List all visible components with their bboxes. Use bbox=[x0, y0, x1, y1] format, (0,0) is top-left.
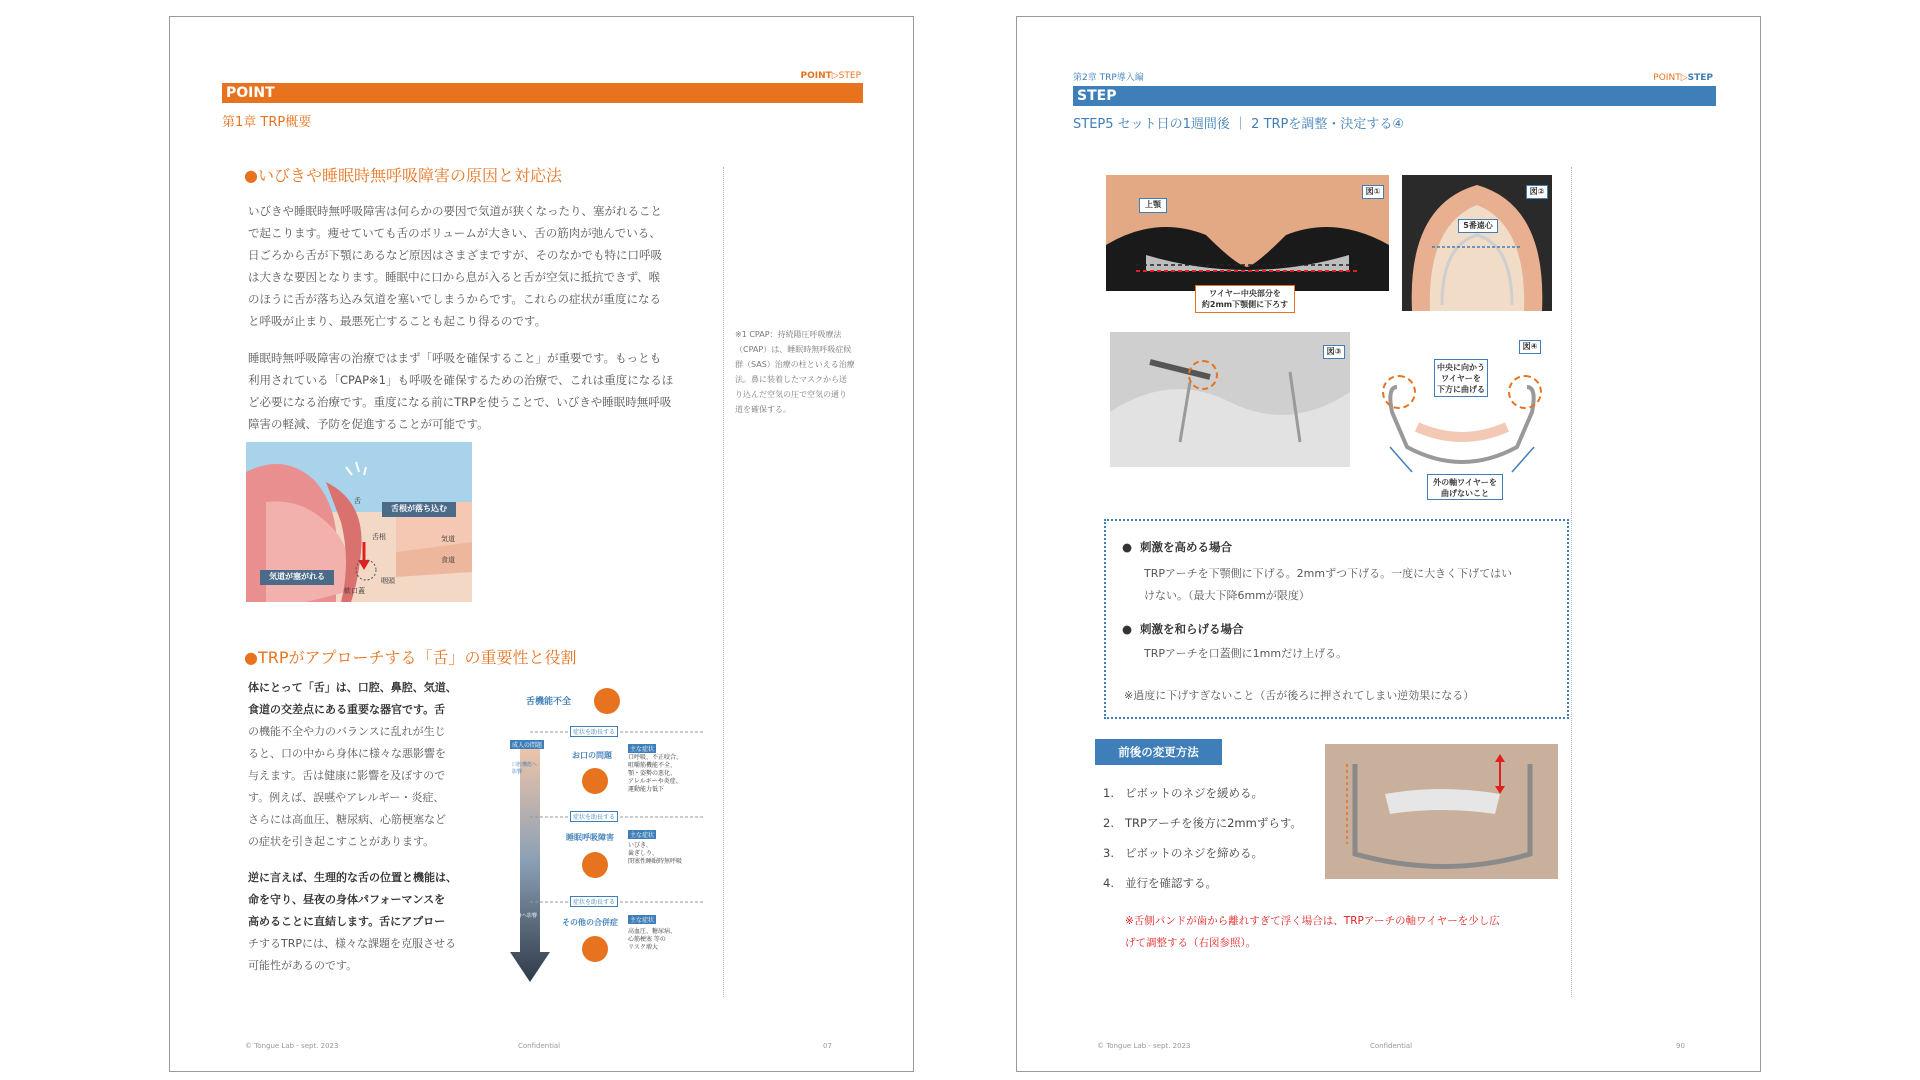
figure3-tag: 図③ bbox=[1323, 345, 1345, 359]
footer-center: Confidential bbox=[1370, 1042, 1413, 1050]
header-tag-sub: ▷STEP bbox=[831, 71, 861, 81]
header-tag bbox=[1653, 73, 1713, 83]
box-note: ※過度に下げすぎないこと（舌が後ろに押されてしまい逆効果になる） bbox=[1124, 689, 1475, 702]
header-chapter: 第2章 TRP導入編 bbox=[1073, 73, 1144, 83]
item1-title-text: 刺激を高める場合 bbox=[1140, 540, 1233, 554]
text-line: けない。（最大下降6mmが限度） bbox=[1144, 589, 1310, 602]
text-line: 逆に言えば、生理的な舌の位置と機能は、 bbox=[248, 871, 457, 884]
stage4-desc bbox=[628, 928, 676, 952]
figure4-caption-bottom bbox=[1427, 474, 1503, 500]
figure4-left-circle bbox=[1382, 375, 1416, 409]
chapter-title: 第1章 TRP概要 bbox=[222, 115, 312, 130]
figure4-caption-top bbox=[1434, 359, 1488, 397]
item2-title: ● 刺激を和らげる場合 bbox=[1122, 622, 1244, 636]
note-line: 群（SAS）治療の柱といえる治療 bbox=[735, 360, 855, 369]
warning-line: げて調整する（右図参照）。 bbox=[1125, 937, 1257, 949]
text-line: 睡眠時無呼吸障害の治療ではまず「呼吸を確保すること」が重要です。もっとも bbox=[248, 351, 662, 365]
item1-title: ● 刺激を高める場合 bbox=[1122, 540, 1233, 554]
note-line: り込んだ空気の圧で空気の通り bbox=[735, 390, 847, 399]
text-line: は大きな要因となります。睡眠中に口から息が入ると舌が空気に抵抗できず、喉 bbox=[248, 270, 661, 284]
stage2-label: お口の問題 bbox=[572, 751, 612, 760]
text-line: 与えます。舌は健康に影響を及ぼすので bbox=[248, 769, 446, 782]
figure1-caption bbox=[1195, 285, 1295, 313]
uvula-label: 舌根 bbox=[372, 533, 386, 541]
note-line: 法。鼻に装着したマスクから送 bbox=[735, 375, 847, 384]
header-tag-main: POINT bbox=[800, 71, 832, 81]
tongue-icon bbox=[594, 688, 620, 714]
text-line: TRPアーチを下顎側に下げる。2mmずつ下げる。一度に大きく下げてはい bbox=[1144, 567, 1513, 580]
text-line: のほうに舌が落ち込み気道を塞いでしまうからです。これらの症状が重度になる bbox=[248, 292, 661, 306]
section1-heading: ●いびきや睡眠時無呼吸障害の原因と対応法 bbox=[244, 166, 562, 185]
header-tag-main: STEP bbox=[1687, 73, 1713, 83]
warning-line: ※舌側パンドが歯から離れすぎて浮く場合は、TRPアーチの軸ワイヤーを少し広 bbox=[1125, 915, 1500, 927]
wire-photo-svg bbox=[1325, 744, 1558, 879]
sleep-icon bbox=[582, 852, 608, 878]
step-subtitle: STEP5 セット日の1週間後 ｜ 2 TRPを調整・決定する④ bbox=[1073, 117, 1405, 132]
footer-center: Confidential bbox=[518, 1042, 561, 1050]
text-line: 日ごろから舌が下顎にあるなど原因はさまざまですが、そのなかでも特に口呼吸 bbox=[248, 248, 662, 262]
soft-palate-label: 軟口蓋 bbox=[344, 587, 365, 595]
text-line: いびきや睡眠時無呼吸障害は何らかの要因で気道が狭くなったり、塞がれること bbox=[248, 204, 662, 218]
stage1-label: 舌機能不全 bbox=[526, 697, 572, 707]
note-line: 道を確保する。 bbox=[735, 405, 791, 414]
caption-line: 曲げないこと bbox=[1441, 489, 1489, 498]
desc-line: 口呼吸、不正咬合、 bbox=[628, 754, 683, 761]
note-line: （CPAP）は、睡眠時無呼吸症候 bbox=[735, 345, 852, 354]
airway-label: 気道 bbox=[441, 535, 455, 543]
figure3-photo bbox=[1110, 332, 1350, 467]
tongue-drop-label: 舌根が落ち込む bbox=[382, 502, 456, 517]
text-line: ど必要になる治療です。重度になる前にTRPを使うことで、いびきや睡眠時無呼吸 bbox=[248, 395, 672, 409]
figure3-svg bbox=[1110, 332, 1350, 467]
text-line: す。例えば、誤嚥やアレルギー・炎症、 bbox=[248, 791, 445, 804]
item1-text bbox=[1144, 563, 1554, 607]
left-page bbox=[169, 16, 914, 1072]
desc-line: 咀嚼筋機能不全、 bbox=[628, 762, 677, 769]
pharynx-label: 咽頭 bbox=[381, 577, 395, 585]
desc-line: いびき、 bbox=[628, 842, 652, 849]
section1-para1 bbox=[248, 200, 698, 332]
section-bar: STEP bbox=[1073, 86, 1716, 106]
caption-line: ワイヤーを bbox=[1441, 374, 1481, 383]
page-number: 07 bbox=[823, 1042, 832, 1050]
text-line: 可能性があるのです。 bbox=[248, 959, 358, 972]
stage3-tag: 主な症状 bbox=[630, 832, 655, 839]
text-line: 命を守り、昼夜の身体パフォーマンスを bbox=[248, 893, 446, 906]
heart-icon bbox=[582, 936, 608, 962]
caption-line: 外の軸ワイヤーを bbox=[1433, 478, 1497, 487]
text-line: チするTRPには、様々な課題を克服させる bbox=[248, 937, 456, 950]
text-line: と呼吸が止まり、最悪死亡することも起こり得るのです。 bbox=[248, 314, 547, 328]
side-label-top: 成人の問題 bbox=[512, 742, 543, 749]
desc-line: リスク増大 bbox=[628, 944, 658, 951]
figure1-upper-label: 上顎 bbox=[1139, 198, 1167, 213]
figure1-tag: 図① bbox=[1362, 185, 1384, 199]
step-number: 2. bbox=[1103, 816, 1114, 830]
caption-line: 下方に曲げる bbox=[1437, 385, 1485, 394]
note-line: ※1 CPAP：持続陽圧呼吸療法 bbox=[735, 330, 842, 339]
side-label-mid: 口腔機能へ影響 bbox=[512, 762, 538, 775]
stage2-desc bbox=[628, 754, 682, 794]
stage3-desc bbox=[628, 842, 682, 866]
esophagus-label: 食道 bbox=[441, 556, 455, 564]
method-step bbox=[1103, 785, 1302, 815]
method-step bbox=[1103, 815, 1302, 845]
footer-left: © Tongue Lab ‐ sept. 2023 bbox=[245, 1042, 339, 1050]
figure2-tag: 図② bbox=[1526, 185, 1548, 199]
step-text: ピボットのネジを締める。 bbox=[1125, 846, 1263, 860]
desc-line: 高血圧、糖尿病、 bbox=[628, 928, 677, 935]
airway-blocked-label: 気道が塞がれる bbox=[260, 570, 334, 585]
caption-line: 中央に向かう bbox=[1437, 363, 1485, 372]
stage2-tag: 主な症状 bbox=[630, 746, 655, 753]
text-line: ると、口の中から身体に様々な悪影響を bbox=[248, 747, 446, 760]
caption-line: 約2mm下顎側に下ろす bbox=[1201, 300, 1289, 309]
figure4-right-circle bbox=[1508, 375, 1542, 409]
page-number: 90 bbox=[1676, 1042, 1685, 1050]
header-tag bbox=[800, 71, 861, 81]
adjustment-box bbox=[1104, 519, 1569, 719]
wire-photo bbox=[1325, 744, 1558, 879]
stage4-label: その他の合併症 bbox=[562, 918, 618, 927]
arrow-label-2: 症状を助長する bbox=[570, 811, 618, 822]
method-step bbox=[1103, 875, 1302, 905]
figure4-tag: 図④ bbox=[1519, 340, 1541, 354]
text-line: さらには高血圧、糖尿病、心筋梗塞など bbox=[248, 813, 446, 826]
section-bar: POINT bbox=[222, 83, 863, 103]
desc-line: 心筋梗塞 等の bbox=[628, 936, 666, 943]
text-line: 利用されている「CPAP※1」も呼吸を確保するための治療で、これは重度になるほ bbox=[248, 373, 674, 387]
section2-heading: ●TRPがアプローチする「舌」の重要性と役割 bbox=[244, 648, 577, 667]
stage3-label: 睡眠呼吸障害 bbox=[566, 833, 614, 842]
method-warning bbox=[1125, 910, 1565, 954]
text-line: 食道の交差点にある重要な器官です。舌 bbox=[248, 703, 446, 716]
column-divider bbox=[723, 167, 724, 997]
figure1-svg bbox=[1106, 175, 1389, 291]
column-divider bbox=[1571, 167, 1572, 997]
footer-left: © Tongue Lab ‐ sept. 2023 bbox=[1097, 1042, 1191, 1050]
figure3-highlight bbox=[1188, 360, 1218, 390]
text-line: の機能不全や力のバランスに乱れが生じ bbox=[248, 725, 446, 738]
section1-para2 bbox=[248, 347, 698, 435]
method-label: 前後の変更方法 bbox=[1095, 739, 1222, 765]
method-step bbox=[1103, 845, 1302, 875]
desc-line: 歯ぎしり、 bbox=[628, 850, 659, 857]
tongue-label: 舌 bbox=[354, 497, 361, 505]
text-line: で起こります。痩せていても舌のボリュームが大きい、舌の筋肉が弛んでいる、 bbox=[248, 226, 661, 240]
text-line: 高めることに直結します。舌にアプロー bbox=[248, 915, 446, 928]
side-label-low: 全身へ影響 bbox=[512, 913, 538, 919]
mouth-icon bbox=[582, 768, 608, 794]
desc-line: アレルギーや炎症、 bbox=[628, 778, 682, 785]
step-number: 1. bbox=[1103, 786, 1114, 800]
step-text: TRPアーチを後方に2mmずらす。 bbox=[1125, 816, 1302, 830]
item2-title-text: 刺激を和らげる場合 bbox=[1140, 622, 1244, 636]
text-line: 体にとって「舌」は、口腔、鼻腔、気道、 bbox=[248, 681, 457, 694]
arrow-label-3: 症状を助長する bbox=[570, 896, 618, 907]
side-note bbox=[735, 327, 870, 417]
caption-line: ワイヤー中央部分を bbox=[1209, 289, 1281, 298]
arrow-label-1: 症状を助長する bbox=[570, 726, 618, 737]
step-text: ピボットのネジを緩める。 bbox=[1125, 786, 1263, 800]
text-line: 障害の軽減、予防を促進することが可能です。 bbox=[248, 417, 489, 431]
desc-line: 閉塞性睡眠時無呼吸 bbox=[628, 858, 683, 865]
desc-line: 顎・姿勢の悪化、 bbox=[628, 770, 677, 777]
section2-para1 bbox=[248, 677, 488, 853]
desc-line: 運動能力低下 bbox=[628, 786, 665, 793]
item2-text: TRPアーチを口蓋側に1mmだけ上げる。 bbox=[1144, 647, 1348, 660]
method-steps bbox=[1103, 785, 1302, 905]
section2-para2 bbox=[248, 867, 488, 977]
step-number: 3. bbox=[1103, 846, 1114, 860]
stage4-tag: 主な症状 bbox=[630, 917, 655, 924]
step-number: 4. bbox=[1103, 876, 1114, 890]
header-tag-prefix: POINT▷ bbox=[1653, 73, 1688, 83]
step-text: 並行を確認する。 bbox=[1125, 876, 1217, 890]
tongue-diagram bbox=[510, 682, 710, 992]
right-page bbox=[1016, 16, 1761, 1072]
figure1-photo bbox=[1106, 175, 1389, 291]
text-line: の症状を引き起こすことがあります。 bbox=[248, 835, 435, 848]
airway-illustration bbox=[246, 442, 472, 602]
figure2-label: 5番遠心 bbox=[1458, 219, 1498, 233]
